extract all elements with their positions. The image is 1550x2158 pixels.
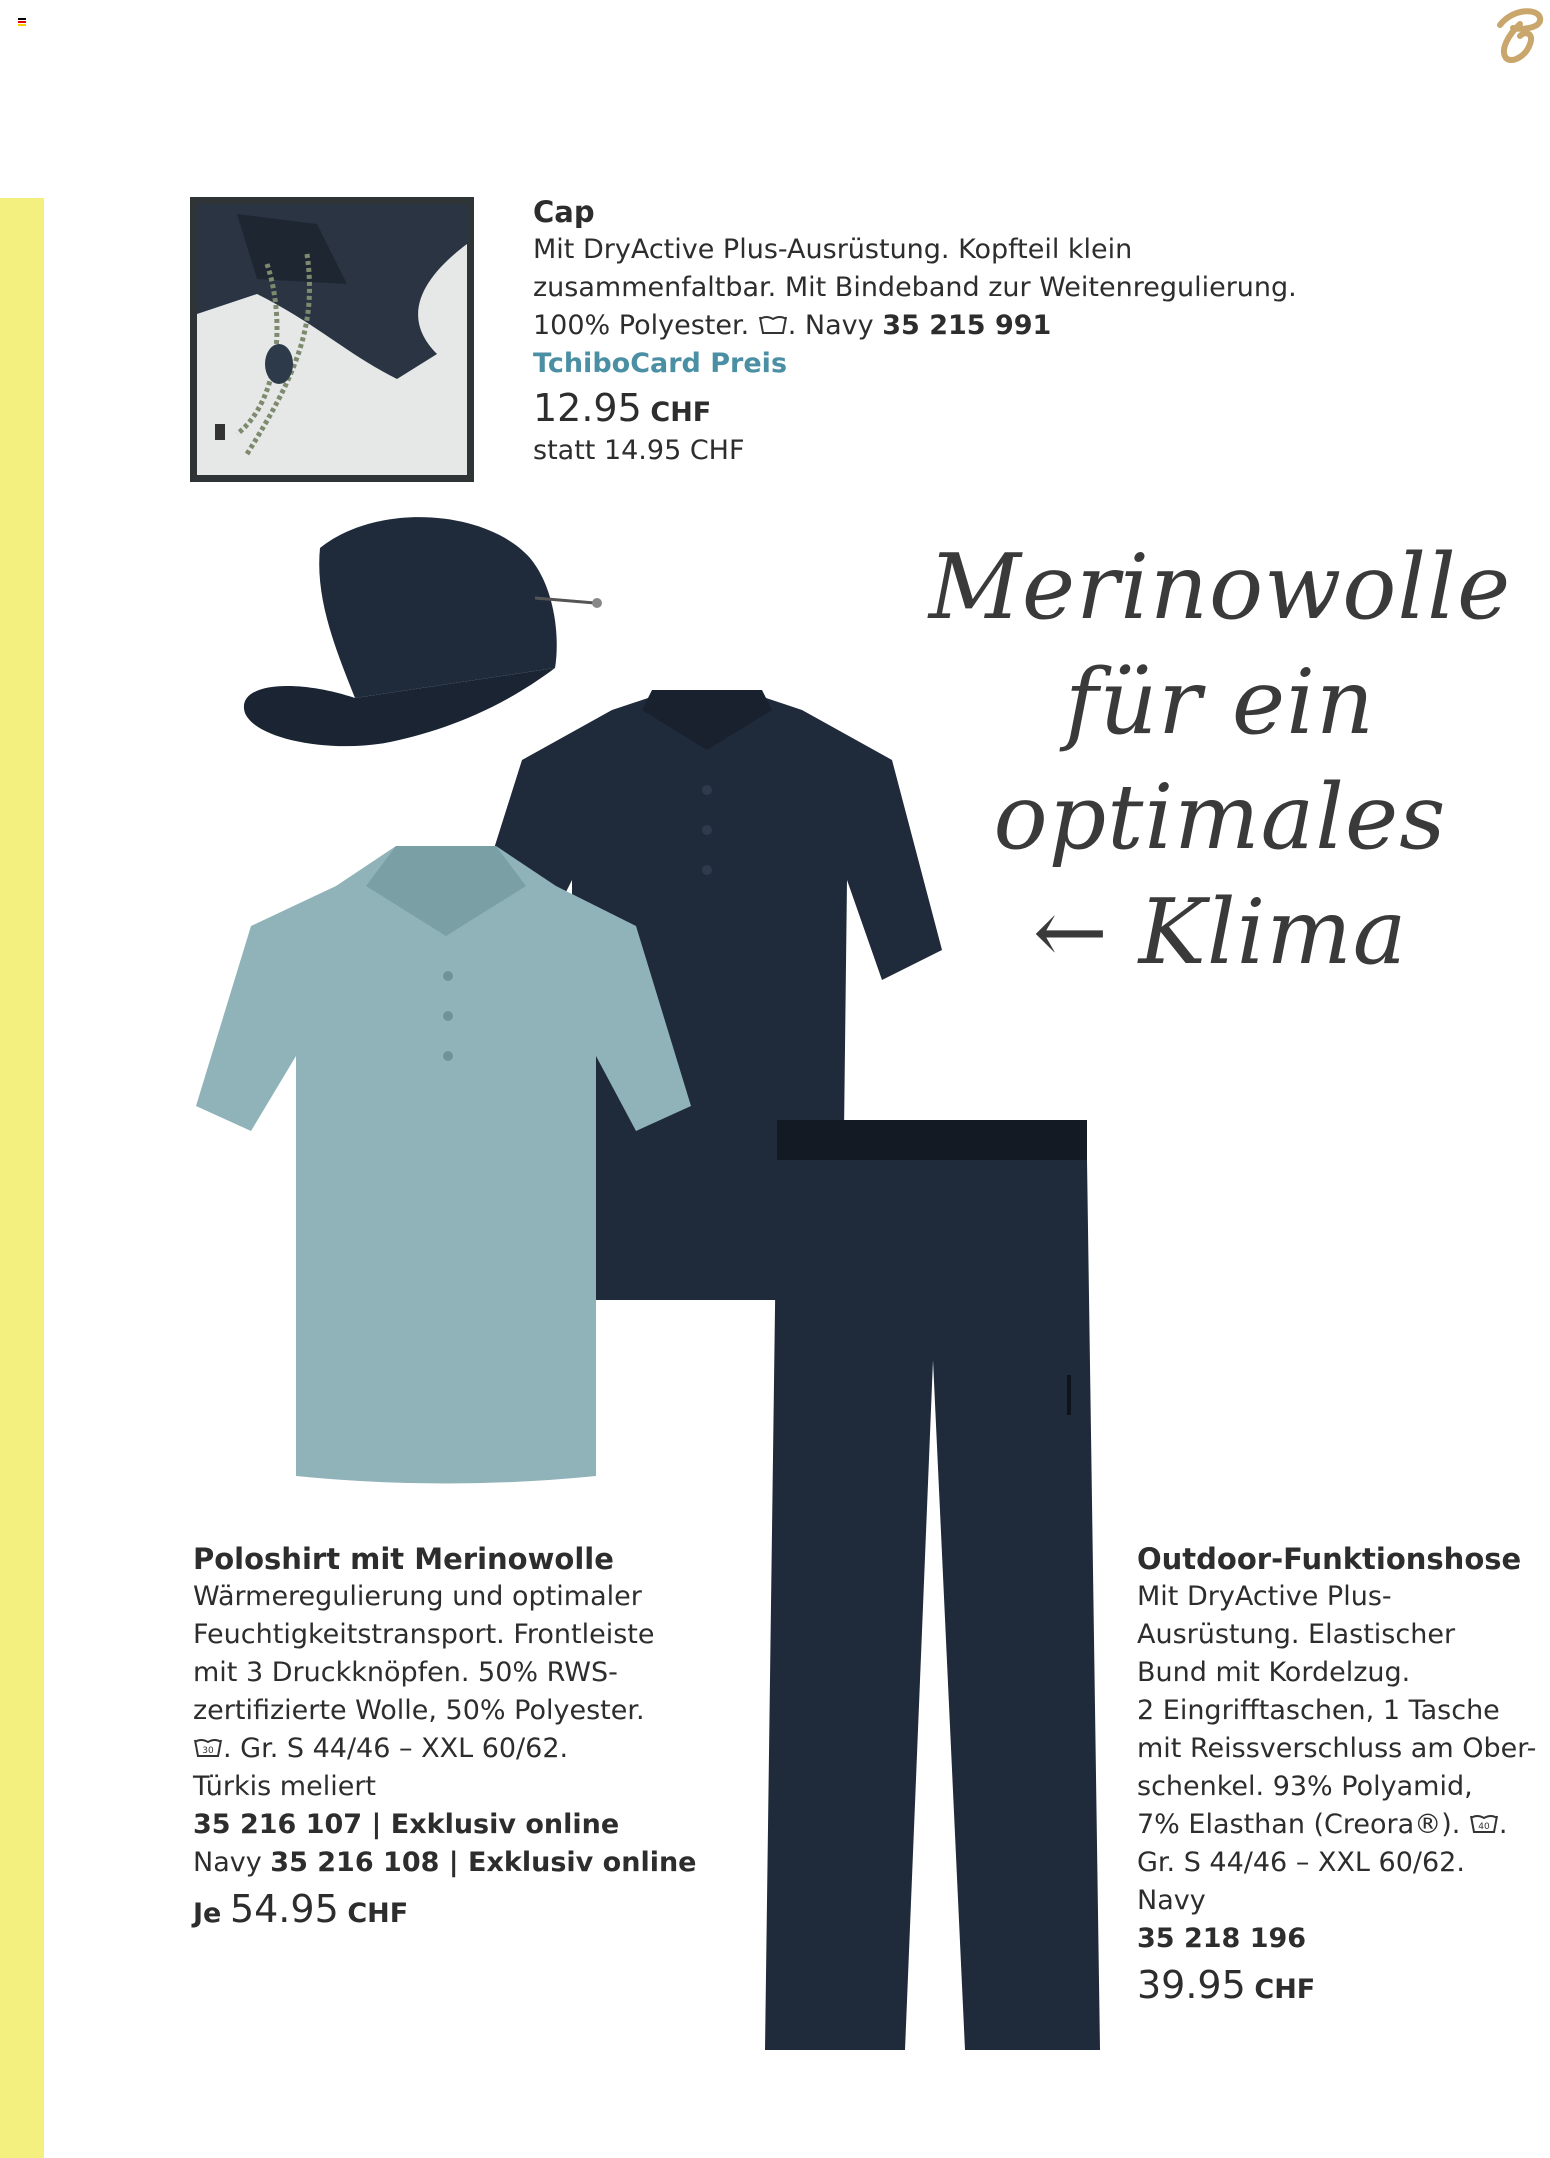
pants-price: 39.95 CHF: [1137, 1963, 1316, 2007]
cap-title: Cap: [533, 195, 595, 229]
pants-description: Outdoor-Funktionshose Mit DryActive Plus- Ausrüstung. Elastischer Bund mit Kordelzug. 2 Eingrifftaschen, 1 Tasche mit Reissverschluss am Ober- schenkel. 93% Polyamid, 7% Elasthan (Creora®). 40 . Gr. S 44/46 – XXL 60/62. Navy 35 218 196 39.95 CHF: [1137, 1542, 1537, 2007]
pants-article-number: 35 218 196: [1137, 1923, 1307, 1954]
polo-title: Poloshirt mit Merinowolle: [193, 1542, 614, 1576]
tuerkis-polo-image[interactable]: [196, 846, 696, 1486]
svg-text:40: 40: [1478, 1822, 1490, 1832]
pants-title: Outdoor-Funktionshose: [1137, 1542, 1522, 1576]
tchibo-logo-icon: [1478, 0, 1550, 80]
cap-price: 12.95 CHF: [533, 386, 712, 430]
polo-article-navy: Navy 35 216 108 | Exklusiv online: [193, 1847, 697, 1878]
polo-price: Je 54.95 CHF: [193, 1887, 409, 1931]
yellow-side-strip: [0, 198, 44, 2158]
wash-30-icon: [193, 1736, 223, 1760]
cap-line-1: Mit DryActive Plus-Ausrüstung. Kopfteil klein: [533, 234, 1133, 265]
cap-old-price: statt 14.95 CHF: [533, 435, 745, 466]
language-flag-icon[interactable]: [18, 18, 26, 25]
polo-description: Poloshirt mit Merinowolle Wärmeregulierung und optimaler Feuchtigkeitstransport. Frontleiste mit 3 Druckknöpfen. 50% RWS- zertifizierte Wolle, 50% Polyester. 30 . Gr. S 44/46 – XXL 60/62. Türkis meliert 35 216 107 | Exklusiv online Navy 35 216 108 | Exklusiv online Je 54.95 CHF: [193, 1540, 813, 1933]
script-headline: Merinowolle für ein optimales ← Klima: [928, 535, 1512, 985]
cap-description: [533, 193, 1433, 470]
cap-detail-image[interactable]: [190, 197, 474, 482]
polo-article-tuerkis: 35 216 107 | Exklusiv online: [193, 1809, 620, 1840]
svg-text:30: 30: [202, 1746, 214, 1756]
pants-product-image[interactable]: [765, 1120, 1105, 2050]
cap-line-2: zusammenfaltbar. Mit Bindeband zur Weitenregulierung.: [533, 272, 1297, 303]
wash-40-icon: [1469, 1812, 1499, 1836]
wash-symbol-icon: [758, 313, 788, 337]
cap-article-number: 35 215 991: [882, 310, 1052, 341]
cap-line-3: 100% Polyester. . Navy 35 215 991: [533, 310, 1052, 341]
tchibocard-price-label: TchiboCard Preis: [533, 348, 788, 379]
